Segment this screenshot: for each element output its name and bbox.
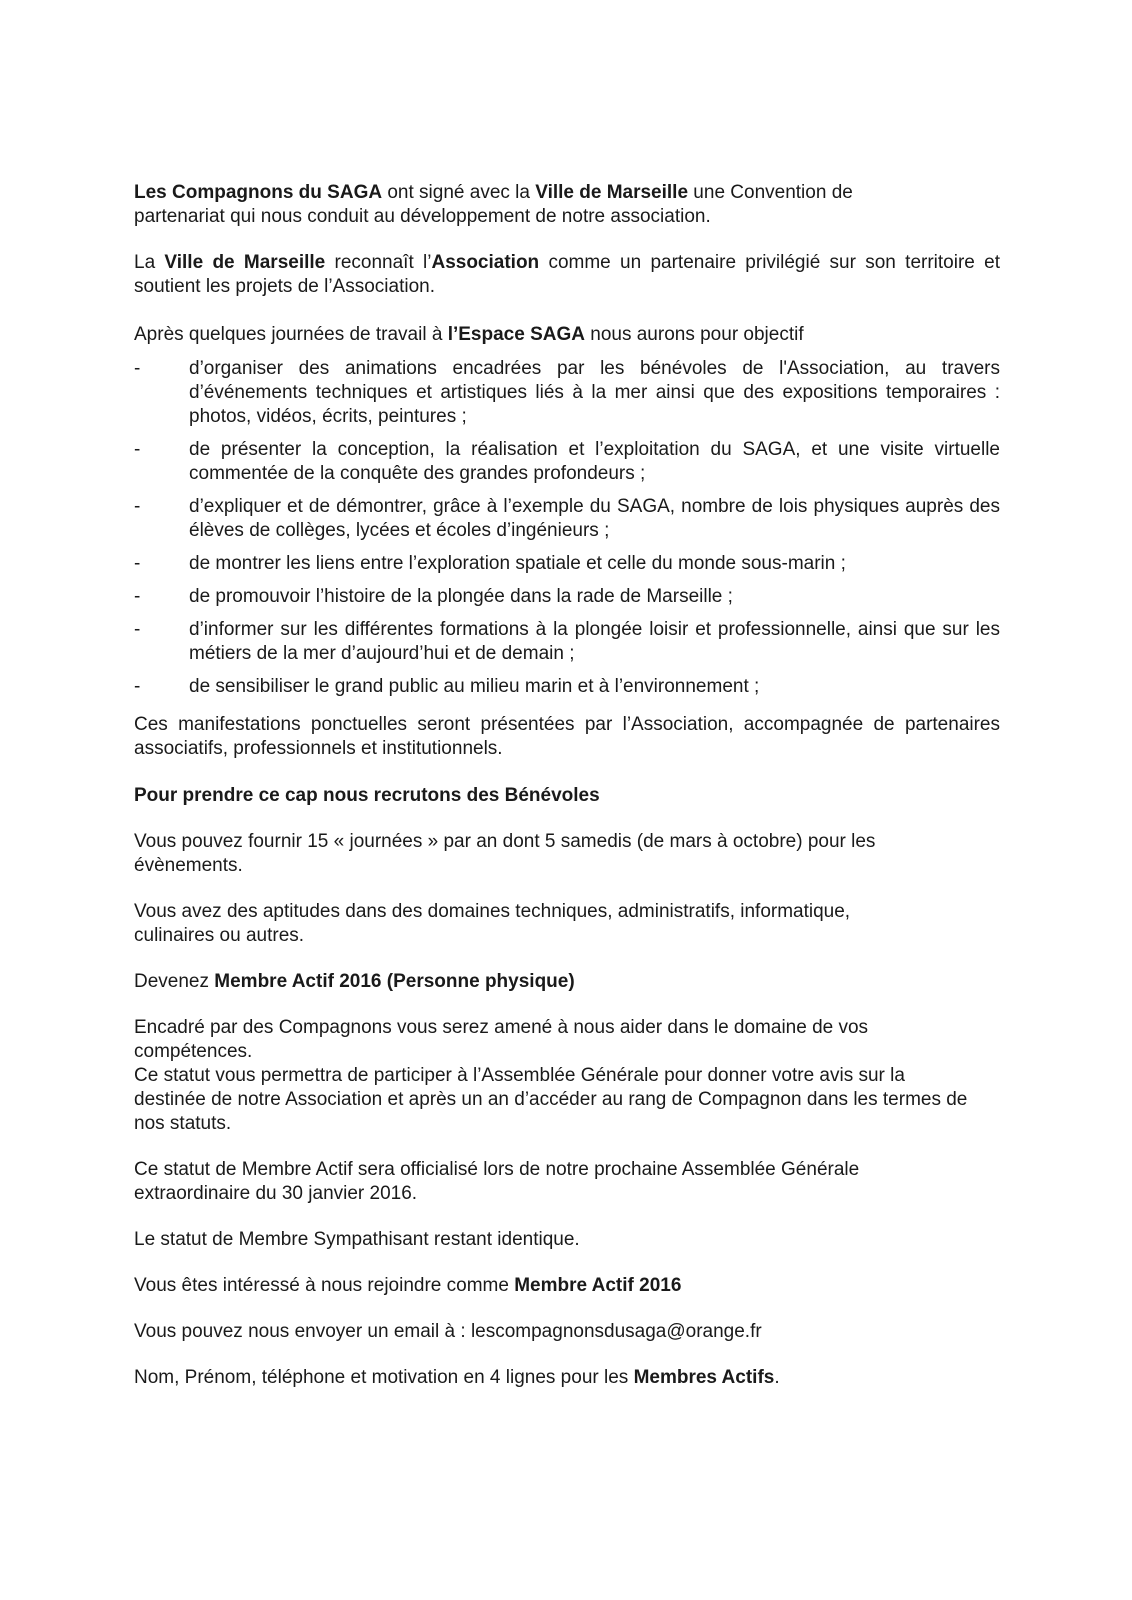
objectives-list — [134, 357, 1000, 699]
bold-text: l’Espace SAGA — [447, 324, 585, 345]
text: comme un partenaire privilégié sur son territoire et soutient les projets de l’Association. — [134, 252, 1000, 297]
bullet-dash: - — [134, 553, 141, 574]
email-address[interactable]: lescompagnonsdusaga@orange.fr — [470, 1321, 762, 1342]
email-paragraph — [134, 1320, 1000, 1344]
bold-text: Pour prendre ce cap nous recrutons des Bénévoles — [134, 785, 600, 806]
recruitment-heading — [134, 784, 1000, 808]
bold-text: Ville de Marseille — [164, 252, 326, 273]
become-member-paragraph — [134, 970, 1000, 994]
text: ont signé avec la — [382, 182, 536, 203]
bold-text: Les Compagnons du SAGA — [134, 182, 383, 203]
text: Devenez — [134, 971, 215, 992]
text: . — [774, 1367, 780, 1388]
document-page — [134, 181, 1000, 1390]
objectives-intro — [134, 323, 1000, 347]
guidance-paragraph: Encadré par des Compagnons vous serez amené à nous aider dans le domaine de vos compétences. — [134, 1017, 869, 1062]
list-item — [134, 552, 1000, 576]
list-item — [134, 585, 1000, 609]
bullet-dash: - — [134, 439, 141, 460]
status-paragraph: Ce statut vous permettra de participer à l’Assemblée Générale pour donner votre avis sur la destinée de notre Association et après un an d’accéder au rang de Compagnon dans les termes de nos statuts. — [134, 1065, 968, 1134]
bold-text: Membres Actifs — [633, 1367, 775, 1388]
bold-text: Association — [431, 252, 540, 273]
partnership-paragraph — [134, 251, 1000, 299]
text: nous aurons pour objectif — [584, 324, 804, 345]
sympathizer-paragraph: Le statut de Membre Sympathisant restant identique. — [134, 1229, 580, 1250]
list-item — [134, 495, 1000, 543]
list-item — [134, 618, 1000, 666]
events-paragraph: Ces manifestations ponctuelles seront présentées par l’Association, accompagnée de partenaires associatifs, professionnels et institutionnels. — [134, 714, 1000, 759]
bullet-dash: - — [134, 676, 141, 697]
list-item-text: de présenter la conception, la réalisation et l’exploitation du SAGA, et une visite virtuelle commentée de la conquête des grandes profondeurs ; — [189, 439, 1000, 484]
bullet-dash: - — [134, 619, 141, 640]
contact-info-paragraph — [134, 1366, 1000, 1390]
bullet-dash: - — [134, 358, 141, 379]
bold-text: Membre Actif 2016 — [514, 1275, 682, 1296]
text: La — [134, 252, 165, 273]
interest-paragraph — [134, 1274, 1000, 1298]
list-item-text: de sensibiliser le grand public au milieu marin et à l’environnement ; — [189, 676, 760, 697]
text: une Convention de partenariat qui nous conduit au développement de notre association. — [134, 182, 853, 227]
official-status-paragraph: Ce statut de Membre Actif sera officialisé lors de notre prochaine Assemblée Générale extraordinaire du 30 janvier 2016. — [134, 1159, 860, 1204]
intro-paragraph — [134, 181, 914, 229]
text: reconnaît l’ — [325, 252, 432, 273]
bold-text: Membre Actif 2016 (Personne physique) — [214, 971, 575, 992]
text: Vous êtes intéressé à nous rejoindre comme — [134, 1275, 515, 1296]
list-item-text: de promouvoir l’histoire de la plongée dans la rade de Marseille ; — [189, 586, 733, 607]
bold-text: Ville de Marseille — [535, 182, 689, 203]
list-item-text: d’expliquer et de démontrer, grâce à l’exemple du SAGA, nombre de lois physiques auprès des élèves de collèges, lycées et écoles d’ingénieurs ; — [189, 496, 1000, 541]
list-item-text: d’organiser des animations encadrées par les bénévoles de l'Association, au travers d’événements techniques et artistiques liés à la mer ainsi que des expositions temporaires : photos, vidéos, écrits, peintures ; — [189, 358, 1000, 427]
list-item — [134, 438, 1000, 486]
text: Vous pouvez nous envoyer un email à : — [134, 1321, 471, 1342]
list-item — [134, 357, 1000, 429]
list-item-text: d’informer sur les différentes formations à la plongée loisir et professionnelle, ainsi que sur les métiers de la mer d’aujourd’hui et de demain ; — [189, 619, 1000, 664]
list-item-text: de montrer les liens entre l’exploration spatiale et celle du monde sous-marin ; — [189, 553, 846, 574]
text: Après quelques journées de travail à — [134, 324, 448, 345]
bullet-dash: - — [134, 496, 141, 517]
list-item — [134, 675, 1000, 699]
text: Nom, Prénom, téléphone et motivation en 4 lignes pour les — [134, 1367, 634, 1388]
skills-paragraph: Vous avez des aptitudes dans des domaines techniques, administratifs, informatique, culinaires ou autres. — [134, 901, 851, 946]
bullet-dash: - — [134, 586, 141, 607]
availability-paragraph: Vous pouvez fournir 15 « journées » par an dont 5 samedis (de mars à octobre) pour les évènements. — [134, 831, 876, 876]
